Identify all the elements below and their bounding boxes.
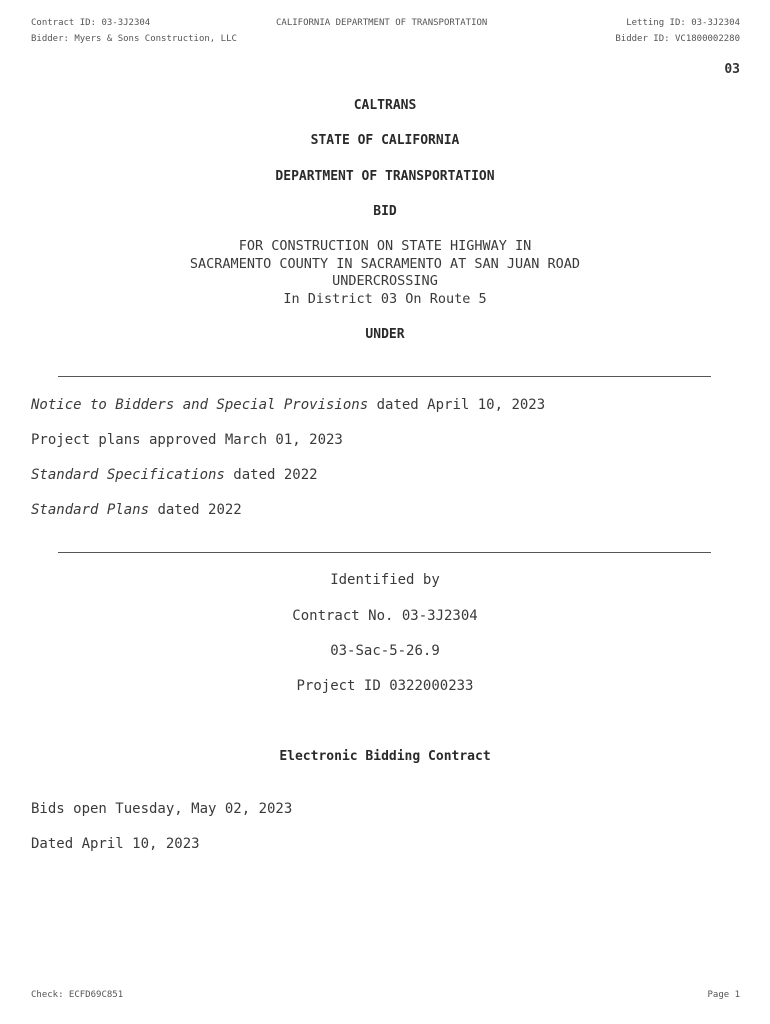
title-department: DEPARTMENT OF TRANSPORTATION [275,169,495,184]
description-line: In District 03 On Route 5 [283,290,487,307]
doc-notice-to-bidders [31,397,545,413]
doc-standard-plans [31,502,242,518]
bidder-id: Bidder ID: VC1800002280 [615,34,740,44]
description-line: SACRAMENTO COUNTY IN SACRAMENTO AT SAN JUAN ROAD [189,255,581,272]
contract-type: Electronic Bidding Contract [279,749,491,764]
under-label: UNDER [365,327,405,342]
location-code: 03-Sac-5-26.9 [330,643,440,659]
contract-id: Contract ID: 03-3J2304 [31,18,151,28]
project-description [0,238,770,308]
doc-detail: dated April 10, 2023 [368,397,546,413]
bidder-name: Bidder: Myers & Sons Construction, LLC [31,34,237,44]
divider [58,376,711,377]
description-line: FOR CONSTRUCTION ON STATE HIGHWAY IN [238,238,532,254]
doc-standard-specifications [31,467,318,483]
district-marker: 03 [724,62,740,77]
doc-detail: Project plans approved March 01, 2023 [31,432,343,448]
divider [58,552,711,553]
doc-detail: dated 2022 [149,502,242,518]
contract-number: Contract No. 03-3J2304 [292,608,478,624]
title-caltrans: CALTRANS [353,98,417,113]
dated-line: Dated April 10, 2023 [31,836,200,852]
doc-name: Standard Plans [31,502,150,518]
letting-id: Letting ID: 03-3J2304 [626,18,740,28]
title-bid: BID [373,204,397,219]
doc-detail: dated 2022 [224,467,318,483]
identified-by-label: Identified by [330,572,440,588]
title-state: STATE OF CALIFORNIA [310,133,460,148]
doc-project-plans [31,432,343,448]
project-id: Project ID 0322000233 [296,678,474,694]
doc-name: Standard Specifications [31,467,225,483]
doc-name: Notice to Bidders and Special Provisions [31,397,369,413]
bids-open-date: Bids open Tuesday, May 02, 2023 [31,801,293,817]
check-code: Check: ECFD69C851 [31,990,124,1000]
page-number: Page 1 [707,990,740,1000]
agency-name: CALIFORNIA DEPARTMENT OF TRANSPORTATION [276,18,488,28]
description-line: UNDERCROSSING [332,273,438,289]
